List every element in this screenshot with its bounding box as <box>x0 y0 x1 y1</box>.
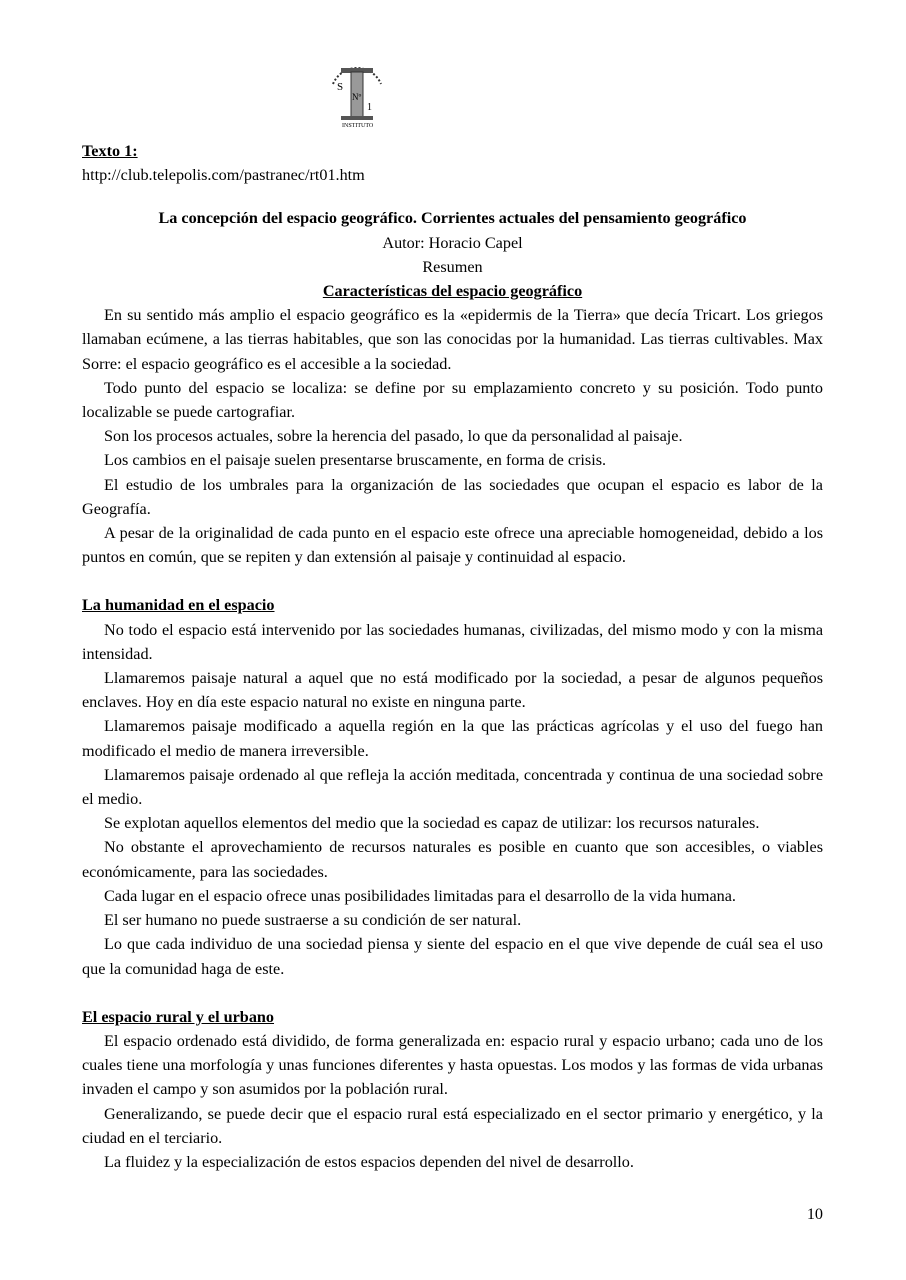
svg-text:S: S <box>337 81 344 93</box>
school-logo <box>325 54 389 128</box>
text-label: Texto 1: <box>82 142 138 160</box>
paragraph: Los cambios en el paisaje suelen presentarse bruscamente, en forma de crisis. <box>104 451 607 470</box>
source-url: http://club.telepolis.com/pastranec/rt01.htm <box>82 166 365 185</box>
page-number: 10 <box>806 1205 823 1223</box>
paragraph: La fluidez y la especialización de estos espacios dependen del nivel de desarrollo. <box>104 1152 634 1171</box>
paragraph: Llamaremos paisaje ordenado al que refleja la acción meditada, concentrada y continua de una sociedad sobre el medio. <box>82 765 823 809</box>
paragraph: El estudio de los umbrales para la organización de las sociedades que ocupan el espacio es labor de la Geografía. <box>82 475 823 518</box>
paragraph: Cada lugar en el espacio ofrece unas posibilidades limitadas para el desarrollo de la vida humana. <box>104 886 736 905</box>
paragraph: En su sentido más amplio el espacio geográfico es la «epidermis de la Tierra» que decía Tricart. Los griegos llamaban ecúmene, a las tierras habitables, que son las conocidas por la humanidad. Las tierras cultivables. Max Sorre: el espacio geográfico es el accesible a la sociedad. <box>82 306 823 373</box>
svg-text:1: 1 <box>367 102 372 113</box>
summary-label: Resumen <box>422 257 483 276</box>
svg-text:INSTITUTO: INSTITUTO <box>342 123 374 128</box>
paragraph: Se explotan aquellos elementos del medio que la sociedad es capaz de utilizar: los recursos naturales. <box>104 814 760 833</box>
paragraph: Lo que cada individuo de una sociedad piensa y siente del espacio en el que vive depende de cuál sea el uso que la comunidad haga de este. <box>82 935 823 978</box>
section-heading: Características del espacio geográfico <box>322 282 583 301</box>
paragraph: Son los procesos actuales, sobre la herencia del pasado, lo que da personalidad al paisaje. <box>104 427 683 446</box>
paragraph: A pesar de la originalidad de cada punto en el espacio este ofrece una apreciable homogeneidad, debido a los puntos en común, que se repiten y dan extensión al paisaje y continuidad al espacio. <box>82 524 823 567</box>
section-heading: El espacio rural y el urbano <box>82 1007 275 1026</box>
document-title: La concepción del espacio geográfico. Corrientes actuales del pensamiento geográfico <box>158 209 747 228</box>
paragraph: El ser humano no puede sustraerse a su condición de ser natural. <box>104 911 522 930</box>
section-heading: La humanidad en el espacio <box>82 596 275 615</box>
paragraph: No obstante el aprovechamiento de recursos naturales es posible en cuanto que son accesibles, o viables económicamente, para las sociedades. <box>82 838 823 881</box>
svg-text:Nº: Nº <box>352 92 362 102</box>
paragraph: Todo punto del espacio se localiza: se define por su emplazamiento concreto y su posición. Todo punto localizable se puede cartografiar. <box>82 378 823 422</box>
author: Autor: Horacio Capel <box>382 233 523 252</box>
document-body <box>82 139 823 1174</box>
paragraph: No todo el espacio está intervenido por las sociedades humanas, civilizadas, del mismo modo y con la misma intensidad. <box>82 620 823 663</box>
paragraph: Generalizando, se puede decir que el espacio rural está especializado en el sector primario y energético, y la ciudad en el terciario. <box>82 1104 823 1147</box>
paragraph: El espacio ordenado está dividido, de forma generalizada en: espacio rural y espacio urbano; cada uno de los cuales tiene una morfología y unas funciones diferentes y hasta opuestas. Los modos y las formas de vida urbanas invaden el campo y son asumidos por la población rural. <box>82 1031 823 1099</box>
paragraph: Llamaremos paisaje natural a aquel que no está modificado por la sociedad, a pesar de algunos pequeños enclaves. Hoy en día este espacio natural no existe en ninguna parte. <box>82 669 823 712</box>
paragraph: Llamaremos paisaje modificado a aquella región en la que las prácticas agrícolas y el uso del fuego han modificado el medio de manera irreversible. <box>82 717 823 760</box>
